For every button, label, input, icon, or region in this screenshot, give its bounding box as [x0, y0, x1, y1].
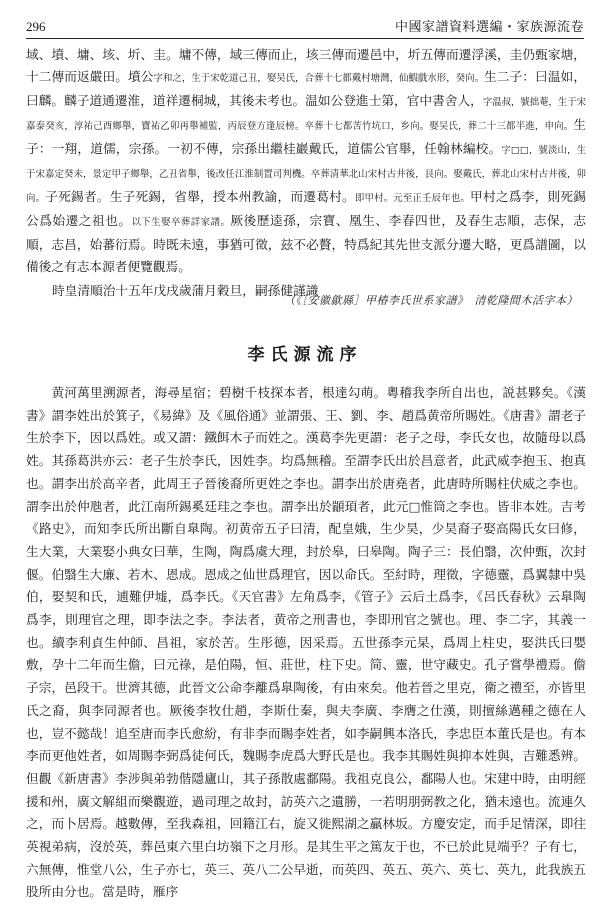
section-body	[26, 382, 586, 904]
body-paragraph: 黄河萬里溯源者，海尋星宿；碧樹千枝探本者，根達勾萌。粵稽我李所自出也，説甚夥矣。《漢書》謂李姓出於箕子，《易緯》及《風俗通》並謂張、王、劉、李、趙爲黄帝所賜姓。《唐書》謂老子生於李下，因以爲姓。或又謂：鐵餌木子而姓之。漢葛李先更謂：老子之母，李氏女也，故隨母以爲姓。其孫葛洪亦云：老子生於李氏，因姓李。均爲無稽。至謂李氏出於昌意者，此武威李抱玉、抱真也。謂李出於高辛者，此周王子晉後裔所更姓之李也。謂李出於唐堯者，此唐時所賜柱伏威之李也。謂李出於仲虺者，此江南所錫奚廷珪之李也。謂李出於顓頊者，此元□惟筒之李也。皆非本姓。吉考《路史》，而知李氏所出斷自臯陶。初黄帝五子曰清，配皇娥，生少昊，少昊裔子娶高陽氏女曰修，生大業，大業娶小典女曰華，生陶，陶爲虞大理，封於皋，曰皋陶。陶子三：長伯翳，次仲甄，次封偃。伯翳生大廉、若木、恩成。恩成之仙世爲理官，因以命氏。至紂時，理徵，字德靈，爲翼隸中吳伯，娶契和氏，逋難伊墟，爲李氏。《天官書》左角爲李，《管子》云后土爲李，《呂氏春秋》云臯陶爲李，則理官之理，即李法之李。李法者，黄帝之刑書也，李即刑官之號也。理、李二字，其義一也。續李利貞生仲師、昌祖，家於苦。生彤德，因采焉。五世孫李元杲，爲周上柱史，娶洪氏曰嬰敷，孕十二年而生儋，曰元祿，是伯陽，恒、莊世，柱下史。简、靈，世守藏史。孔子嘗學禮焉。儋子宗，邑段干。世濟其德，此晉文公命李離爲臯陶後，有由來矣。他若晉之里克，衛之禮至，亦皆里氏之裔，與李同源者也。厥後李牧仕趙，李斯仕秦，與夫李廣、李膺之仕漢，則擅絲邁種之德在人也，豈不懿哉！追至唐而李氏愈紛，有非李而賜李姓者，如李嗣興本洛氏，李忠臣本董氏是也。有本李而更他姓者，如周賜李弼爲徒何氏，魏賜李虎爲大野氏是也。我李其賜姓與抑本姓與，吉難悉辨。但觀《新唐書》李涉與弟勃偕隱廬山，其子孫散處鄱陽。我祖克良公，鄱陽人也。宋建中時，由明經援和州，廣文解組而樂觀遊，過司理之故封，訪英六之遺勝，一若明朋弼教之化，猶未遠也。流連久之，而卜居焉。越數傳，至我森祖，回籍江右，旋又徙熙湖之贏林坂。方慶安定，而手足情深，即往英視弟病，沒於英，葬邑東六里白坊嶺下之月形。是其生平之篤友于也，不已於此見端乎？子有七，六無傳，惟堂八公，生子亦七，英三、英八二公早逝，而英四、英五、英六、英七、英九，此我族五股所由分也。當是時，雁序	[26, 385, 586, 900]
text-run: 域、墳、墉、垓、圻、圭。墉不傳，域三傳而止，垓三傳而遷邑中，圻五傳而遷浮溪，圭仍甄家塘，十二傳而返嚴田。墳公	[26, 47, 586, 84]
annotation-note: 字温叔，號拙菴，生于宋嘉泰癸亥，淳祐己酉鄉舉，寶祐乙卯再舉補監，丙辰登方逢辰榜。卒葬十七都苦竹坑口，乡向。娶吴氏，葬二十三都半進，申向。	[26, 97, 586, 132]
section-title: 李氏源流序	[247, 345, 363, 365]
text-run: 生二子：曰温如，曰麟。麟子道通遷淮，道祥遷桐城，其後未考也。温如公登進士第，官中書舍人，	[26, 69, 587, 108]
running-header	[26, 14, 584, 39]
preceding-paragraph	[26, 44, 586, 278]
text-run: 厥後歷逵孫，宗寶、凰生、李春四世，及春生志順，志保，志順，志昌，始蕃衍焉。時既未遠，事猶可徵，玆不必贅，特爲紀其先世支派分遷大略，更爲譜圖，以備後之有志本源者便覽觀焉。	[26, 213, 586, 274]
annotation-note: 以下生娶卒葬詳家譜。	[131, 217, 231, 228]
date-signature-line: 時皇清順治十五年戊戌歲蒲月穀旦，嗣孫健謹識	[52, 283, 319, 298]
running-head-title: 中國家譜資料選編・家族源流卷	[394, 20, 584, 35]
text-run: 生子：一翔，道儒，宗孫。一初不傳，宗孫出繼桂巖戴氏，道儒公官舉，任翰林編校。	[26, 117, 586, 156]
annotation-note: 字和之，生于宋乾道己丑，娶吴氏，合葬十七都戴村塘灣，仙鰕戲水形，癸向。	[153, 73, 485, 84]
page-number: 296	[26, 19, 46, 34]
source-citation: （《［安徽歙縣］甲椿李氏世系家譜》 清乾隆間木活字本）	[284, 294, 578, 307]
text-run: 甲村之爲李，則死錫公爲始遷之祖也。	[26, 189, 586, 228]
annotation-note: 字□□，號淡山，生于宋嘉定癸未，景定甲子鄉舉，乙丑省舉，後改任江淮制置司判機。卒葬清華北山宋村古井後，艮向。娶戴氏，葬北山宋村古井後，卯向。	[26, 145, 586, 204]
text-run: 子死錫者。生子死錫，省舉，授本州教諭，而遷葛村。	[45, 189, 355, 204]
annotation-note: 即甲村。元至正壬辰年也。	[354, 193, 471, 204]
preceding-text-block	[26, 44, 586, 302]
